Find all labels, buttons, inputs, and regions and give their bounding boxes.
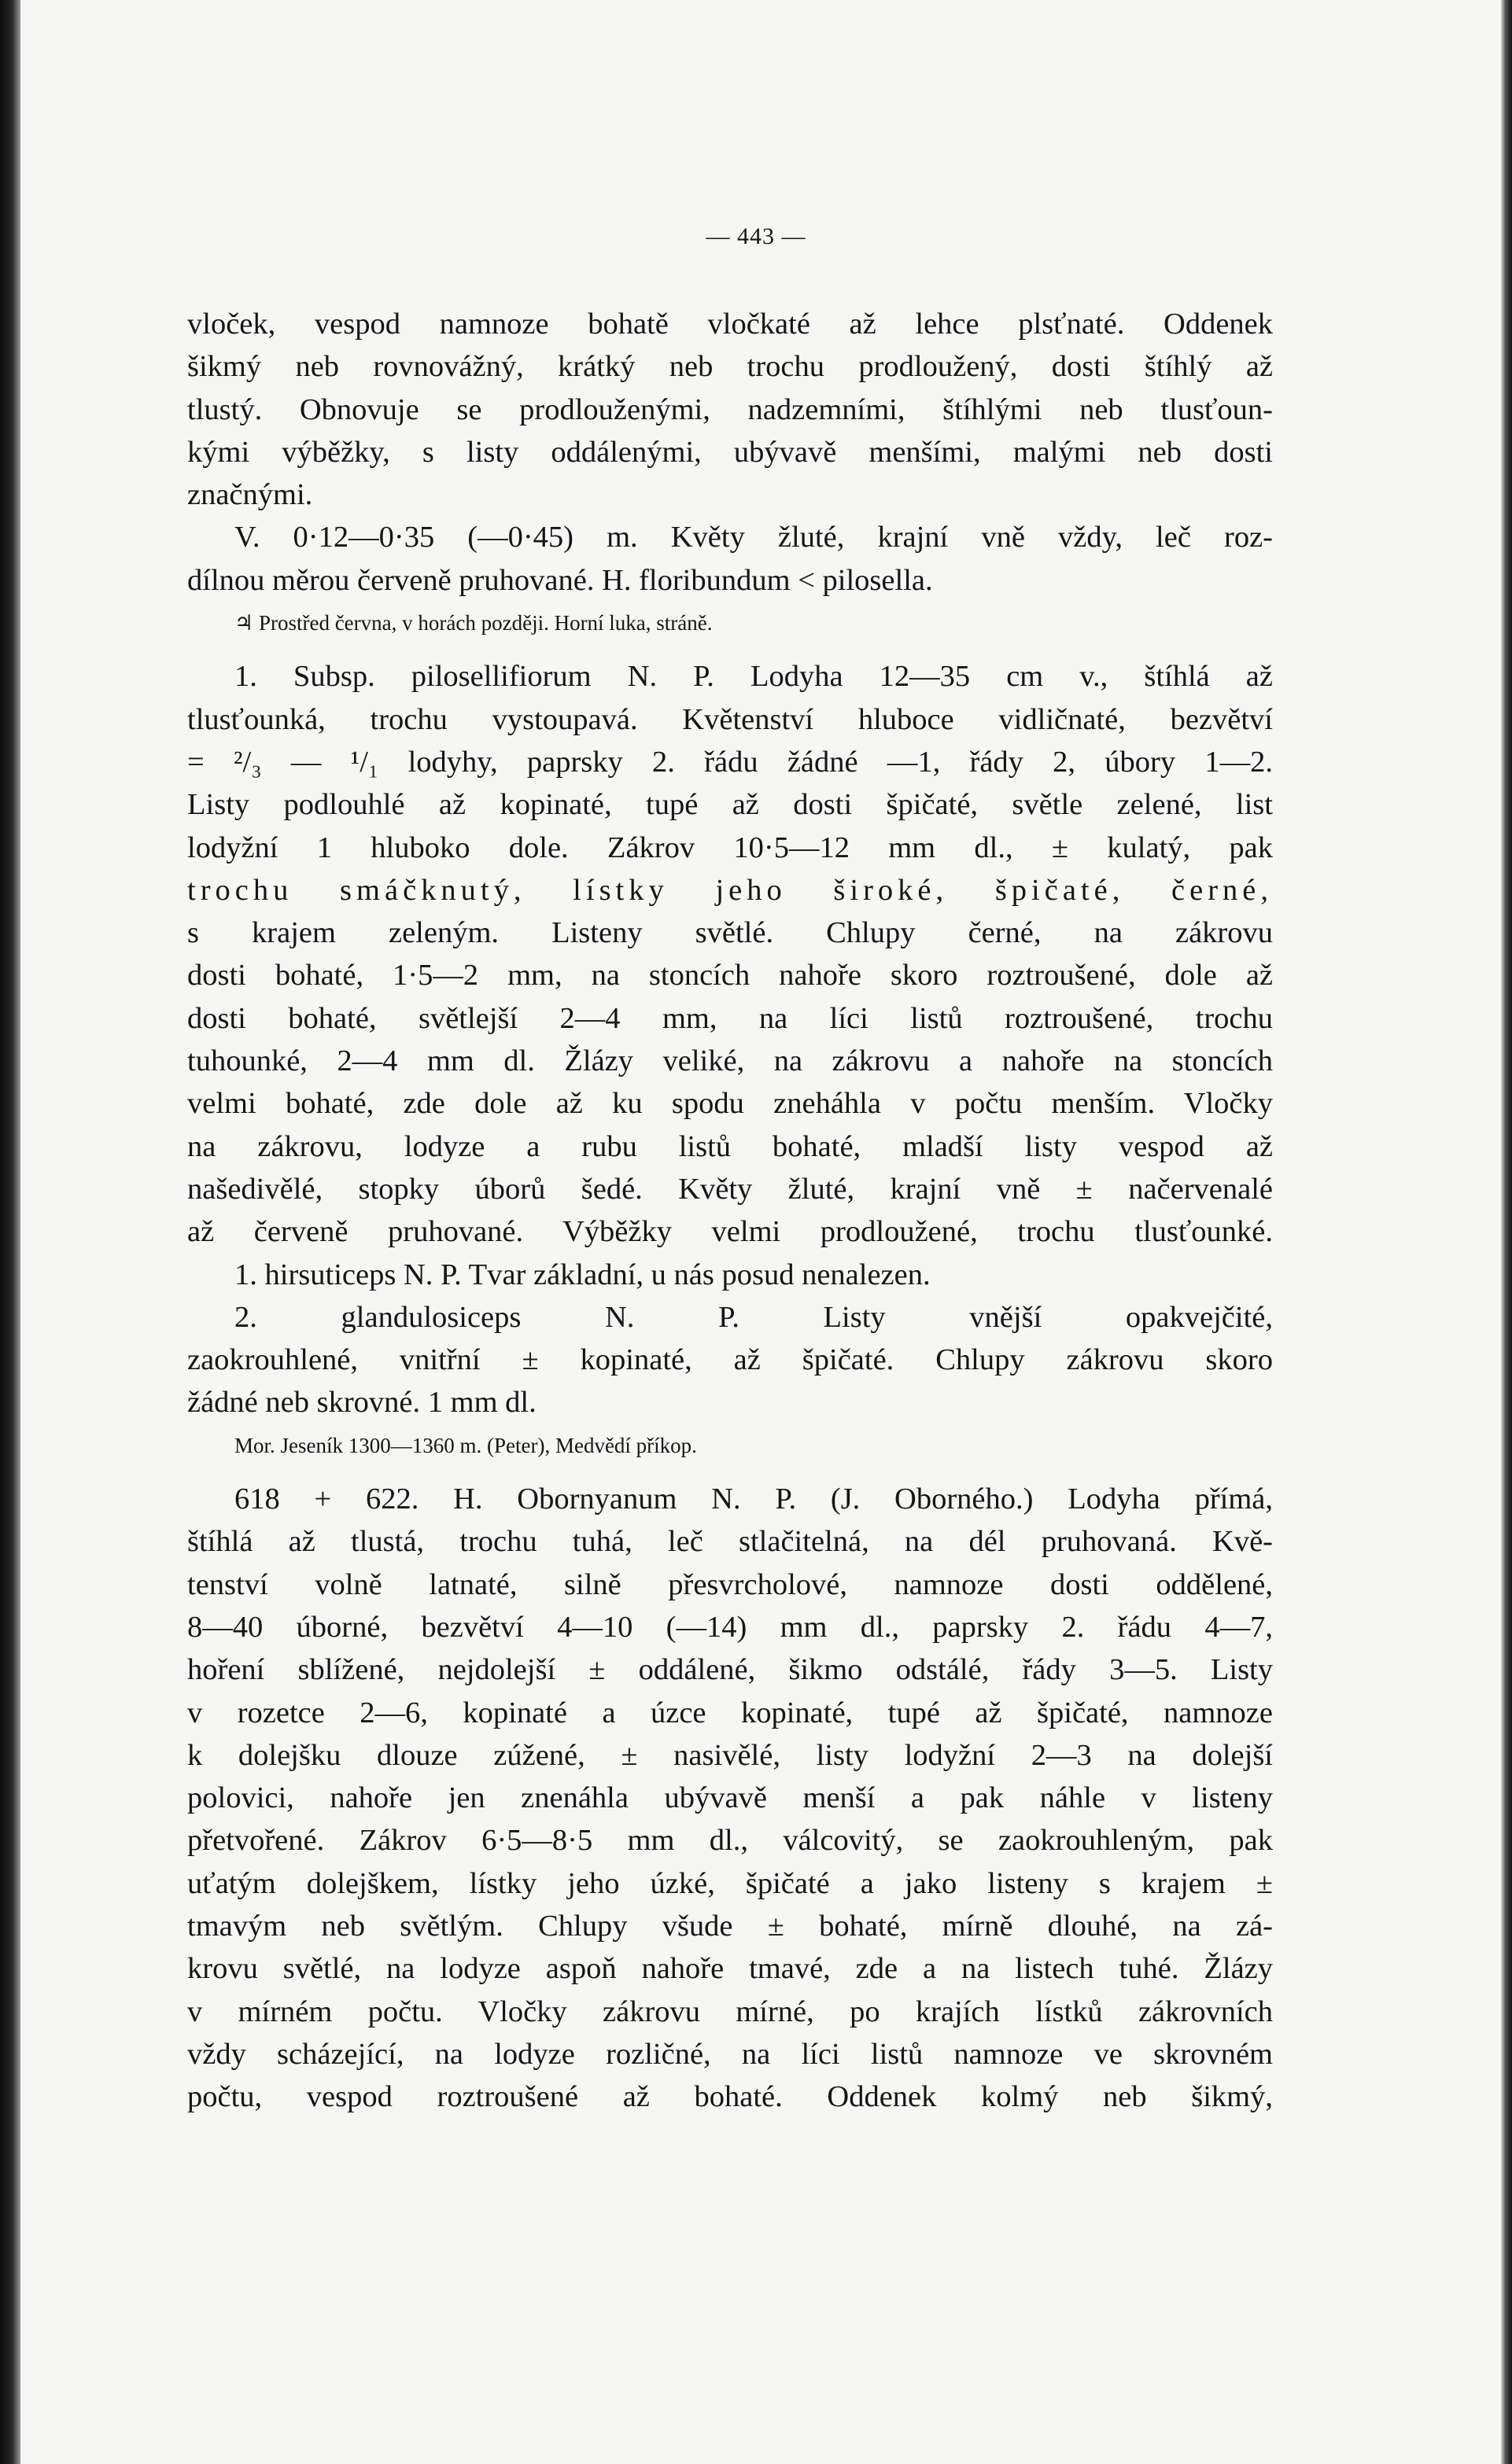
text-line: velmi bohaté, zde dole až ku spodu zneháhla v počtu menším. Vločky [187,1087,1273,1121]
text-line: uťatým dolejškem, lístky jeho úzké, špičaté a jako listeny s krajem ± [187,1866,1273,1900]
scan-border-right [1501,0,1512,2464]
scan-border-left [0,0,20,2464]
text-line: našedivělé, stopky úborů šedé. Květy žluté, krajní vně ± načervenalé [187,1172,1273,1206]
text-line: zaokrouhlené, vnitřní ± kopinaté, až špičaté. Chlupy zákrovu skoro [187,1343,1273,1377]
text-line: 1. Subsp. pilosellifiorum N. P. Lodyha 12—35 cm v., štíhlá až [234,660,1273,694]
text-line: tmavým neb světlým. Chlupy všude ± bohaté, mírně dlouhé, na zá- [187,1909,1273,1943]
text-line: v mírném počtu. Vločky zákrovu mírné, po krajích lístků zákrovních [187,1994,1273,2028]
text-line: dosti bohaté, 1·5—2 mm, na stoncích nahoře skoro roztroušené, dole až [187,959,1273,993]
text-line: přetvořené. Zákrov 6·5—8·5 mm dl., válcovitý, se zaokrouhleným, pak [187,1824,1273,1858]
text-line: s krajem zeleným. Listeny světlé. Chlupy černé, na zákrovu [187,916,1273,950]
text-line: značnými. [187,478,313,512]
text-line: k dolejšku dlouze zúžené, ± nasivělé, listy lodyžní 2—3 na dolejší [187,1738,1273,1772]
text-line: počtu, vespod roztroušené až bohaté. Oddenek kolmý neb šikmý, [187,2080,1273,2114]
text-line: kými výběžky, s listy oddálenými, ubývavě menšími, malými neb dosti [187,435,1273,469]
text-line: na zákrovu, lodyze a rubu listů bohaté, mladší listy vespod až [187,1129,1273,1163]
text-line: až červeně pruhované. Výběžky velmi prodloužené, trochu tlusťounké. [187,1215,1273,1249]
text-line: dílnou měrou červeně pruhované. H. floribundum < pilosella. [187,563,933,597]
text-line: polovici, nahoře jen znenáhla ubývavě menší a pak náhle v listeny [187,1781,1273,1815]
text-line: 2. glandulosiceps N. P. Listy vnější opakvejčité, [234,1300,1273,1334]
text-line: tenství volně latnaté, silně přesvrcholové, namnoze dosti oddělené, [187,1567,1273,1601]
text-line: 618 + 622. H. Obornyanum N. P. (J. Oborného.) Lodyha přímá, [234,1482,1273,1516]
body-text [187,303,1273,2161]
text-line: vloček, vespod namnoze bohatě vločkaté až lehce plsťnaté. Oddenek [187,308,1273,341]
text-line: tlusťounká, trochu vystoupavá. Květenství hluboce vidličnaté, bezvětví [187,702,1273,736]
spacer [187,644,1273,655]
text-line: = ²/₃ — ¹/₁ lodyhy, paprsky 2. řádu žádné —1, řády 2, úbory 1—2. [187,745,1273,779]
text-line: šikmý neb rovnovážný, krátký neb trochu prodloužený, dosti štíhlý až [187,350,1273,384]
text-line: trochu smáčknutý, lístky jeho široké, špičaté, černé, [187,873,1273,907]
text-line: hoření sblížené, nejdolejší ± oddálené, šikmo odstálé, řády 3—5. Listy [187,1653,1273,1687]
text-line: tlustý. Obnovuje se prodlouženými, nadzemními, štíhlými neb tlusťoun- [187,392,1273,426]
text-line: v rozetce 2—6, kopinaté a úzce kopinaté, tupé až špičaté, namnoze [187,1696,1273,1729]
spacer [187,1467,1273,1478]
text-line: Mor. Jeseník 1300—1360 m. (Peter), Medvědí příkop. [234,1433,697,1457]
text-line: 1. hirsuticeps N. P. Tvar základní, u nás posud nenalezen. [234,1258,931,1291]
page-number: — 443 — [706,223,806,249]
text-line: krovu světlé, na lodyze aspoň nahoře tmavé, zde a na listech tuhé. Žlázy [187,1952,1273,1986]
text-line: dosti bohaté, světlejší 2—4 mm, na líci listů roztroušené, trochu [187,1001,1273,1035]
text-line: tuhounké, 2—4 mm dl. Žlázy veliké, na zákrovu a nahoře na stoncích [187,1044,1273,1078]
text-line: žádné neb skrovné. 1 mm dl. [187,1386,537,1420]
text-line: Listy podlouhlé až kopinaté, tupé až dosti špičaté, světle zelené, list [187,788,1273,822]
text-line: štíhlá až tlustá, trochu tuhá, leč stlačitelná, na dél pruhovaná. Kvě- [187,1525,1273,1559]
text-line: lodyžní 1 hluboko dole. Zákrov 10·5—12 mm dl., ± kulatý, pak [187,831,1273,864]
text-line: 8—40 úborné, bezvětví 4—10 (—14) mm dl., paprsky 2. řádu 4—7, [187,1610,1273,1644]
text-line [187,2118,1273,2160]
text-line: vždy scházející, na lodyze rozličné, na líci listů namnoze ve skrovném [187,2037,1273,2071]
text-line: ♃ Prostřed června, v horách později. Horní luka, stráně. [234,611,713,635]
text-line: V. 0·12—0·35 (—0·45) m. Květy žluté, krajní vně vždy, leč roz- [234,521,1273,554]
